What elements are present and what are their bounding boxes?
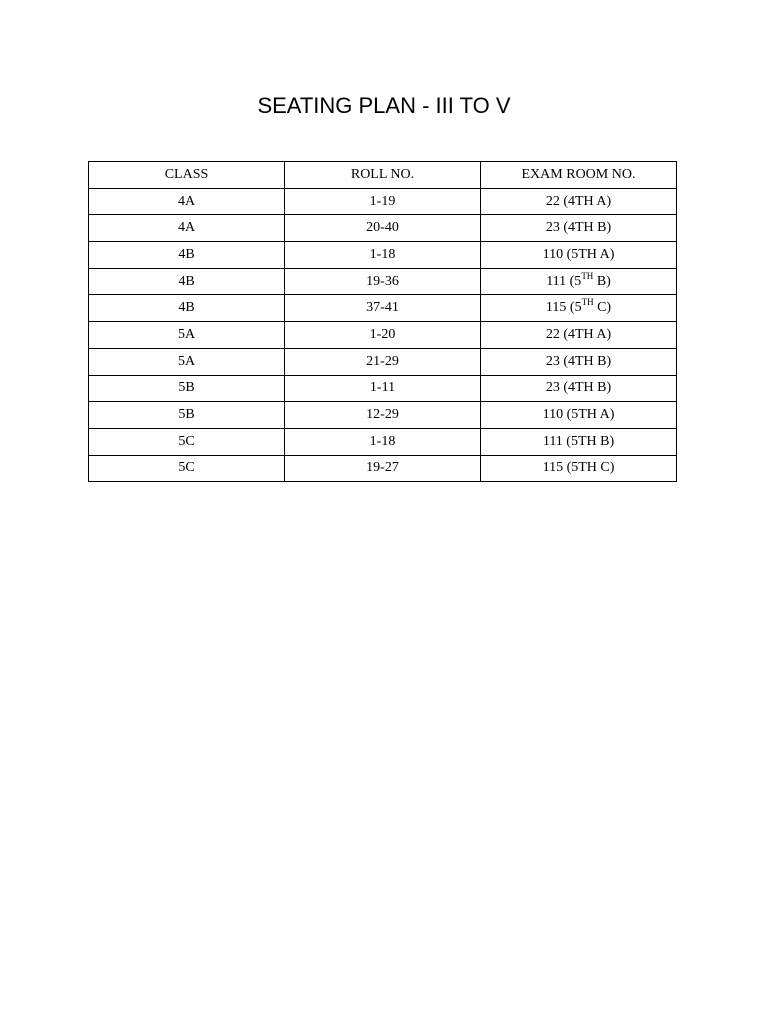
table-row (89, 428, 677, 455)
room-number: 111 (5 (546, 273, 582, 289)
table-row (89, 348, 677, 375)
room-cell (481, 295, 677, 322)
room-cell: 23 (4TH B) (481, 215, 677, 242)
table-row (89, 402, 677, 429)
class-cell: 5C (89, 428, 285, 455)
class-cell: 4B (89, 295, 285, 322)
table-row (89, 375, 677, 402)
roll-cell: 19-36 (285, 268, 481, 295)
header-roll-no: ROLL NO. (285, 162, 481, 189)
room-cell: 22 (4TH A) (481, 188, 677, 215)
table-header-row (89, 162, 677, 189)
room-section: B) (593, 273, 611, 289)
roll-cell: 1-20 (285, 322, 481, 349)
room-section: C) (593, 300, 612, 316)
room-cell: 110 (5TH A) (481, 402, 677, 429)
class-cell: 4B (89, 242, 285, 269)
roll-cell: 1-11 (285, 375, 481, 402)
table-row (89, 188, 677, 215)
class-cell: 4A (89, 215, 285, 242)
room-number: 115 (5 (545, 300, 582, 316)
class-cell: 5C (89, 455, 285, 482)
ordinal-suffix: TH (581, 270, 594, 281)
roll-cell: 12-29 (285, 402, 481, 429)
class-cell: 5B (89, 375, 285, 402)
table-row (89, 295, 677, 322)
class-cell: 4A (89, 188, 285, 215)
roll-cell: 1-18 (285, 428, 481, 455)
table-row (89, 322, 677, 349)
class-cell: 5A (89, 348, 285, 375)
table-row (89, 242, 677, 269)
roll-cell: 20-40 (285, 215, 481, 242)
class-cell: 5A (89, 322, 285, 349)
room-cell: 111 (5TH B) (481, 428, 677, 455)
ordinal-suffix: TH (581, 297, 594, 308)
room-cell: 115 (5TH C) (481, 455, 677, 482)
header-exam-room: EXAM ROOM NO. (481, 162, 677, 189)
table-row (89, 455, 677, 482)
room-cell: 23 (4TH B) (481, 348, 677, 375)
header-class: CLASS (89, 162, 285, 189)
room-cell: 23 (4TH B) (481, 375, 677, 402)
table-row (89, 268, 677, 295)
roll-cell: 19-27 (285, 455, 481, 482)
class-cell: 4B (89, 268, 285, 295)
roll-cell: 21-29 (285, 348, 481, 375)
roll-cell: 1-19 (285, 188, 481, 215)
page-title: SEATING PLAN - III TO V (257, 93, 511, 118)
seating-table (88, 161, 677, 482)
room-cell: 22 (4TH A) (481, 322, 677, 349)
roll-cell: 1-18 (285, 242, 481, 269)
roll-cell: 37-41 (285, 295, 481, 322)
table-row (89, 215, 677, 242)
class-cell: 5B (89, 402, 285, 429)
room-cell (481, 268, 677, 295)
room-cell: 110 (5TH A) (481, 242, 677, 269)
